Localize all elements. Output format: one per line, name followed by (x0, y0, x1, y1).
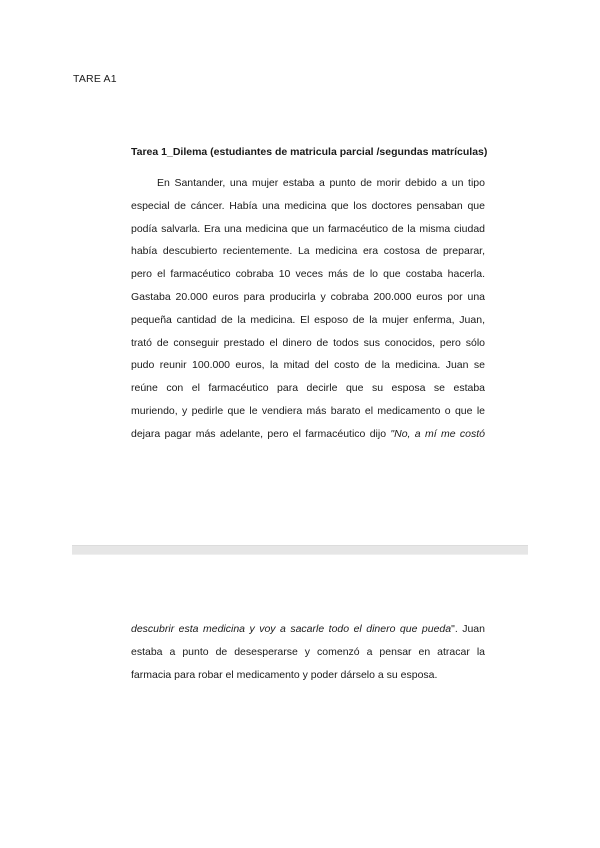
text-line: había descubierto recientemente. La medicina era costosa de preparar, (131, 245, 485, 258)
text-line: muriendo, y pedirle que le vendiera más barato el medicamento o que le (131, 404, 485, 417)
text-segment: dejara pagar más adelante, pero el farmacéutico dijo (131, 427, 387, 440)
text-line-with-quote (131, 423, 485, 446)
quote-start: "No, a mí me costó (390, 427, 485, 440)
text-line: reúne con el farmacéutico para decirle que su esposa se estaba (131, 382, 485, 395)
text-line: En Santander, una mujer estaba a punto de morir debido a un tipo (157, 177, 485, 189)
text-line: especial de cáncer. Había una medicina que los doctores pensaban que (131, 199, 485, 212)
page-separator (72, 545, 528, 555)
quote-end: descubrir esta medicina y voy a sacarle todo el dinero que pueda (131, 623, 452, 635)
text-line-with-quote (131, 618, 485, 641)
text-line: farmacia para robar el medicamento y poder dárselo a su esposa. (131, 668, 438, 681)
text-line: pero el farmacéutico cobraba 10 veces más de lo que costaba hacerla. (131, 268, 485, 281)
dilemma-paragraph-page1 (131, 172, 485, 446)
document-title: Tarea 1_Dilema (estudiantes de matricula parcial /segundas matrículas) (131, 146, 488, 158)
text-line: podía salvarla. Era una medicina que un farmacéutico de la misma ciudad (131, 222, 485, 235)
dilemma-paragraph-page2 (131, 618, 485, 686)
text-line: estaba a punto de desesperarse y comenzó a pensar en atracar la (131, 645, 485, 658)
text-line: trató de conseguir prestado el dinero de todos sus conocidos, pero sólo (131, 336, 485, 349)
text-segment: ". Juan (451, 623, 485, 635)
text-line: Gastaba 20.000 euros para producirla y cobraba 200.000 euros por una (131, 290, 485, 303)
text-line: pequeña cantidad de la medicina. El esposo de la mujer enferma, Juan, (131, 313, 485, 326)
text-line: pudo reunir 100.000 euros, la mitad del costo de la medicina. Juan se (131, 359, 485, 372)
document-header: TARE A1 (73, 73, 117, 85)
